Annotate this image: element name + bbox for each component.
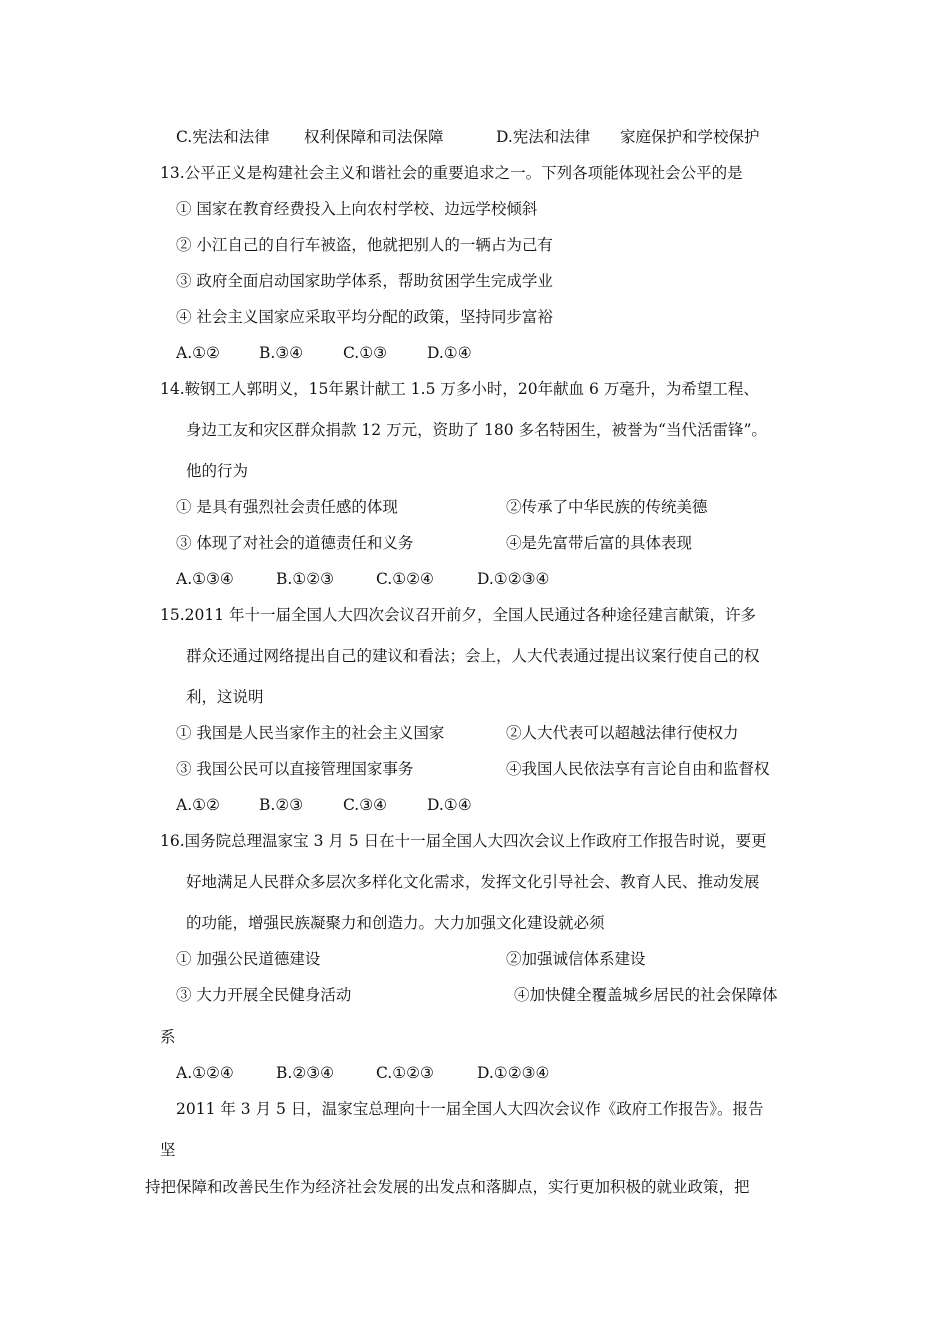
passage-line-1: 2011 年 3 月 5 日，温家宝总理向十一届全国人大四次会议作《政府工作报告》。报告 — [176, 1100, 764, 1118]
q16-item-2: ②加强诚信体系建设 — [506, 950, 646, 968]
q13-item-3: ③ 政府全面启动国家助学体系，帮助贫困学生完成学业 — [176, 272, 553, 290]
q12-option-c — [176, 127, 444, 147]
q14-options — [176, 569, 550, 589]
q13-item-2: ② 小江自己的自行车被盗，他就把别人的一辆占为己有 — [176, 236, 553, 254]
q12-option-d-label: D.宪法和法律 — [496, 128, 591, 146]
q15-option-a: A.①② — [176, 796, 220, 814]
q16-stem-line-3: 的功能，增强民族凝聚力和创造力。大力加强文化建设就必须 — [186, 914, 605, 932]
q13-stem: 13.公平正义是构建社会主义和谐社会的重要追求之一。下列各项能体现社会公平的是 — [160, 164, 743, 182]
q15-item-4: ④我国人民依法享有言论自由和监督权 — [506, 760, 770, 778]
q16-option-d: D.①②③④ — [477, 1064, 550, 1082]
q12-option-c-text: 权利保障和司法保障 — [304, 128, 444, 146]
q14-item-4: ④是先富带后富的具体表现 — [506, 534, 693, 552]
q14-option-d: D.①②③④ — [477, 570, 550, 588]
q13-option-b: B.③④ — [259, 344, 304, 362]
q14-stem-line-2: 身边工友和灾区群众捐款 12 万元，资助了 180 多名特困生，被誉为“当代活雷锋”。 — [186, 421, 767, 439]
q13-option-a: A.①② — [176, 344, 220, 362]
q15-item-2: ②人大代表可以超越法律行使权力 — [506, 724, 739, 742]
q14-stem-line-3: 他的行为 — [186, 462, 249, 480]
q14-item-1: ① 是具有强烈社会责任感的体现 — [176, 498, 398, 516]
q13-options — [176, 343, 472, 363]
q12-option-c-label: C.宪法和法律 — [176, 128, 270, 146]
q15-option-d: D.①④ — [427, 796, 472, 814]
q13-option-d: D.①④ — [427, 344, 472, 362]
q16-option-b: B.②③④ — [276, 1064, 335, 1082]
q16-options — [176, 1063, 550, 1083]
q16-stem-line-1: 16.国务院总理温家宝 3 月 5 日在十一届全国人大四次会议上作政府工作报告时说，要更 — [160, 832, 767, 850]
q16-item-4-continuation: 系 — [160, 1028, 176, 1046]
q14-item-2: ②传承了中华民族的传统美德 — [506, 498, 708, 516]
q14-item-3: ③ 体现了对社会的道德责任和义务 — [176, 534, 414, 552]
q14-option-a: A.①③④ — [176, 570, 234, 588]
q16-option-c: C.①②③ — [376, 1064, 434, 1082]
q14-option-b: B.①②③ — [276, 570, 335, 588]
q14-stem-line-1: 14.鞍钢工人郭明义，15年累计献工 1.5 万多小时，20年献血 6 万毫升，为希望工程、 — [160, 380, 759, 398]
q12-option-d — [496, 127, 760, 147]
q13-item-1: ① 国家在教育经费投入上向农村学校、边远学校倾斜 — [176, 200, 538, 218]
q16-item-1: ① 加强公民道德建设 — [176, 950, 321, 968]
q14-option-c: C.①②④ — [376, 570, 434, 588]
q16-stem-line-2: 好地满足人民群众多层次多样化文化需求，发挥文化引导社会、教育人民、推动发展 — [186, 873, 760, 891]
passage-line-2: 坚 — [160, 1141, 176, 1159]
q15-stem-line-2: 群众还通过网络提出自己的建议和看法；会上，人大代表通过提出议案行使自己的权 — [186, 647, 760, 665]
q15-option-b: B.②③ — [259, 796, 304, 814]
q16-item-3: ③ 大力开展全民健身活动 — [176, 986, 352, 1004]
q15-stem-line-1: 15.2011 年十一届全国人大四次会议召开前夕，全国人民通过各种途径建言献策，许多 — [160, 606, 757, 624]
q13-item-4: ④ 社会主义国家应采取平均分配的政策，坚持同步富裕 — [176, 308, 553, 326]
q16-option-a: A.①②④ — [176, 1064, 234, 1082]
q15-option-c: C.③④ — [343, 796, 388, 814]
q15-item-3: ③ 我国公民可以直接管理国家事务 — [176, 760, 414, 778]
q15-options — [176, 795, 472, 815]
q13-option-c: C.①③ — [343, 344, 388, 362]
passage-line-3: 持把保障和改善民生作为经济社会发展的出发点和落脚点，实行更加积极的就业政策，把 — [145, 1178, 750, 1196]
q15-stem-line-3: 利，这说明 — [186, 688, 264, 706]
q12-option-d-text: 家庭保护和学校保护 — [620, 128, 760, 146]
q16-item-4: ④加快健全覆盖城乡居民的社会保障体 — [514, 986, 778, 1004]
q15-item-1: ① 我国是人民当家作主的社会主义国家 — [176, 724, 445, 742]
